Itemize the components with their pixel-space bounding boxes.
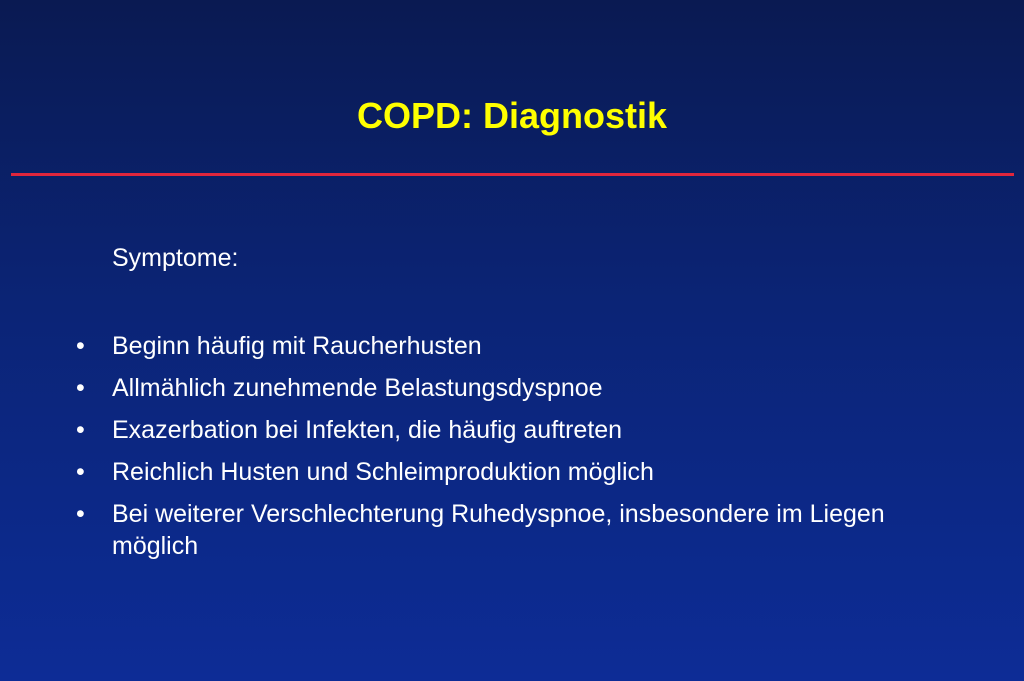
list-item (76, 456, 936, 488)
list-item (76, 498, 936, 562)
bullet-icon: • (76, 458, 85, 486)
list-item-text: Bei weiterer Verschlechterung Ruhedyspnoe, insbesondere im Liegen möglich (112, 500, 885, 560)
bullet-icon: • (76, 332, 85, 360)
list-item (76, 414, 936, 446)
symptoms-heading: Symptome: (112, 244, 239, 272)
bullet-icon: • (76, 416, 85, 444)
title-divider (11, 173, 1014, 176)
symptom-list (76, 330, 936, 572)
bullet-icon: • (76, 374, 85, 402)
list-item-text: Exazerbation bei Infekten, die häufig auftreten (112, 416, 623, 444)
bullet-icon: • (76, 500, 85, 528)
list-item (76, 372, 936, 404)
list-item-text: Allmählich zunehmende Belastungsdyspnoe (112, 374, 603, 402)
list-item-text: Reichlich Husten und Schleimproduktion möglich (112, 458, 654, 486)
list-item (76, 330, 936, 362)
list-item-text: Beginn häufig mit Raucherhusten (112, 332, 482, 360)
slide-title: COPD: Diagnostik (356, 95, 668, 136)
